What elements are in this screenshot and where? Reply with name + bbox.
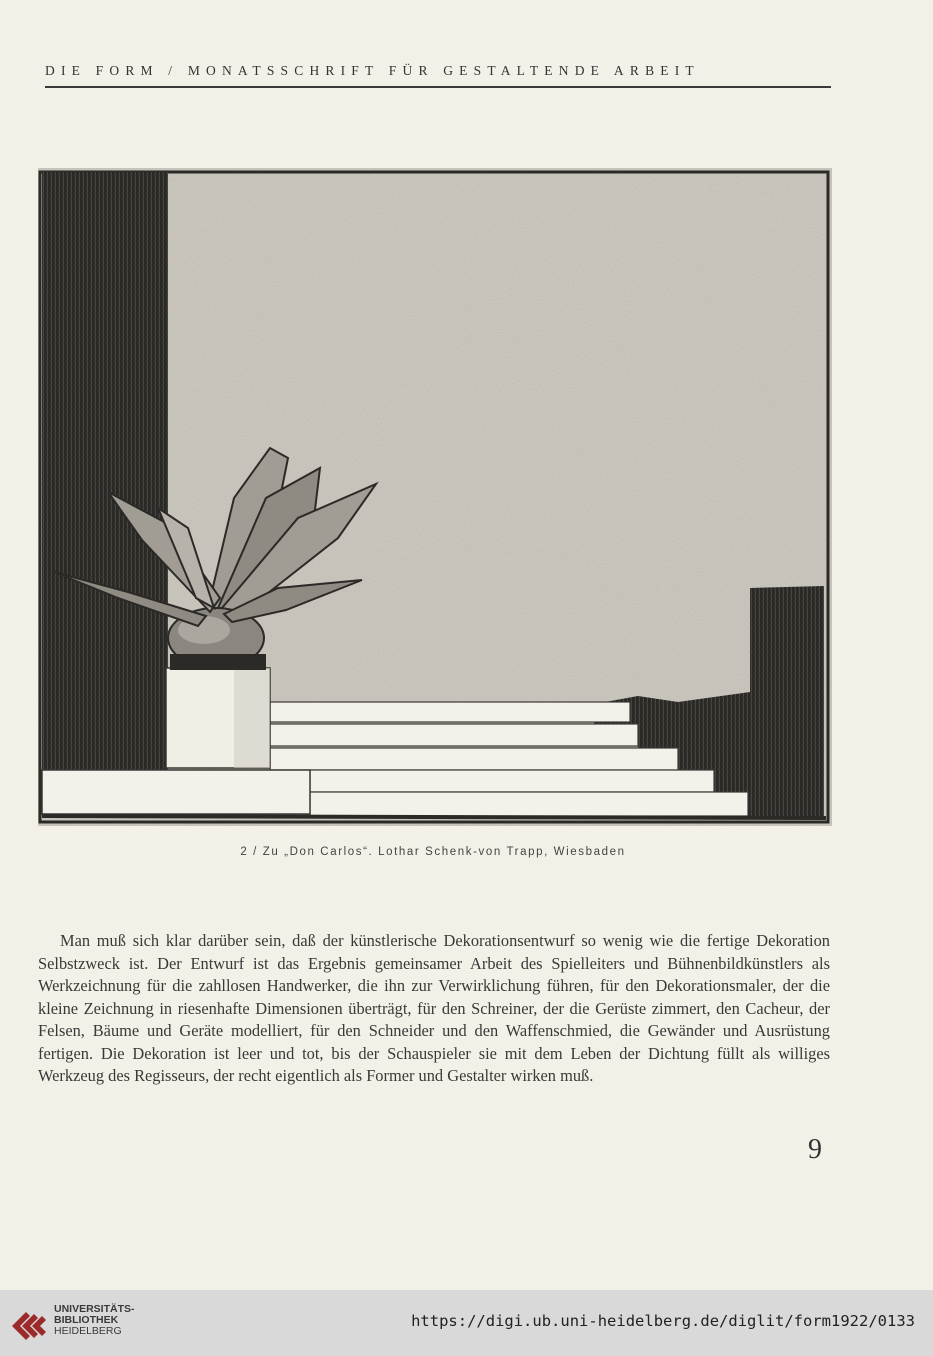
header-rule [45, 86, 831, 88]
step-5 [310, 792, 748, 816]
step-1 [270, 702, 630, 722]
step-3 [270, 748, 678, 770]
left-pillar [42, 172, 168, 782]
library-logo-icon [8, 1300, 52, 1344]
running-header: DIE FORM / MONATSSCHRIFT FÜR GESTALTENDE ARBEIT [45, 63, 700, 78]
right-pillar [750, 586, 824, 818]
step-2 [270, 724, 638, 746]
stage-design-illustration [38, 168, 832, 826]
library-name [54, 1304, 135, 1337]
page-number: 9 [808, 1134, 822, 1165]
library-line-2: BIBLIOTHEK [54, 1314, 119, 1326]
step-4 [310, 770, 714, 792]
library-line-3: HEIDELBERG [54, 1325, 122, 1337]
library-footer [0, 1290, 933, 1356]
body-paragraph: Man muß sich klar darüber sein, daß der künstlerische Dekorationsentwurf so wenig wie die fertige Dekoration Selbstzweck ist. Der Entwurf ist das Ergebnis gemeinsamer Arbeit des Spielleiters und Bühnenbildkünstlers als Werkzeichnung für die zahllosen Handwerker, die ihn zur Verwirklichung führen, für den Dekorationsmaler, der die kleine Zeichnung in riesenhafte Dimensionen überträgt, für den Schreiner, der die Gerüste zimmert, den Cacheur, der Felsen, Bäume und Geräte modelliert, für den Schneider und den Waffenschmied, die Gewänder und Ausrüstung fertigen. Die Dekoration ist leer und tot, bis der Schauspieler sie mit dem Leben der Dichtung füllt als williges Werkzeug des Regisseurs, der recht eigentlich als Former und Gestalter wirken muß. [38, 931, 830, 1085]
source-url[interactable]: https://digi.ub.uni-heidelberg.de/diglit/form1922/0133 [411, 1312, 915, 1330]
figure-caption: 2 / Zu „Don Carlos“. Lothar Schenk-von Trapp, Wiesbaden [240, 846, 626, 858]
base-platform [42, 770, 310, 814]
library-line-1: UNIVERSITÄTS- [54, 1303, 135, 1315]
